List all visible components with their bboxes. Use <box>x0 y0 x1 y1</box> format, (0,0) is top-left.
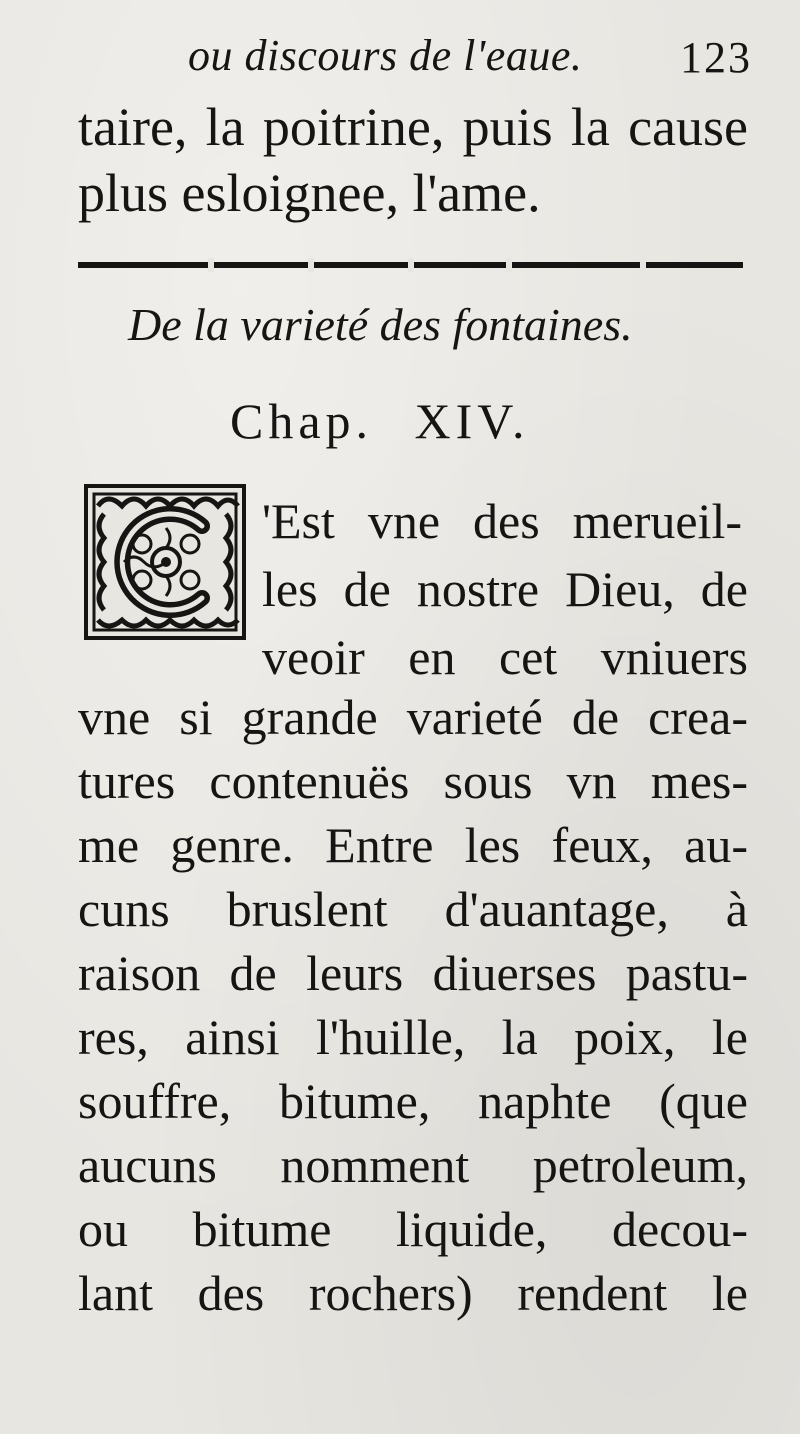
chapter-label: Chap. <box>230 393 374 449</box>
rule-break <box>506 258 512 272</box>
text-line: res, ainsi l'huille, la poix, le <box>78 1009 748 1065</box>
text-line: les de nostre Dieu, de <box>262 561 748 617</box>
ornamental-initial-c-icon <box>84 484 246 640</box>
text-line: lant des rochers) rendent le <box>78 1265 748 1321</box>
rule-break <box>208 258 214 272</box>
text-line: tures contenuës sous vn mes- <box>78 753 748 809</box>
text-line: souffre, bitume, naphte (que <box>78 1073 748 1129</box>
text-line: 'Est vne des merueil- <box>262 493 742 549</box>
chapter-number: XIV. <box>414 393 530 449</box>
text-line: raison de leurs diuerses pastu- <box>78 945 748 1001</box>
chapter-heading <box>230 392 529 450</box>
section-title: De la varieté des fontaines. <box>128 299 633 350</box>
rule-break <box>640 258 646 272</box>
rule-break <box>308 258 314 272</box>
text-line: me genre. Entre les feux, au- <box>78 817 748 873</box>
running-head: ou discours de l'eaue. <box>188 31 583 80</box>
text-line: ou bitume liquide, decou- <box>78 1201 748 1257</box>
text-line: veoir en cet vniuers <box>262 629 748 685</box>
page-number: 123 <box>680 33 752 82</box>
rule-break <box>408 258 414 272</box>
text-line: plus esloignee, l'ame. <box>78 163 541 223</box>
text-line: cuns bruslent d'auantage, à <box>78 881 748 937</box>
text-line: taire, la poitrine, puis la cause <box>78 97 748 157</box>
text-line: vne si grande varieté de crea- <box>78 689 748 745</box>
text-line: aucuns nomment petroleum, <box>78 1137 748 1193</box>
